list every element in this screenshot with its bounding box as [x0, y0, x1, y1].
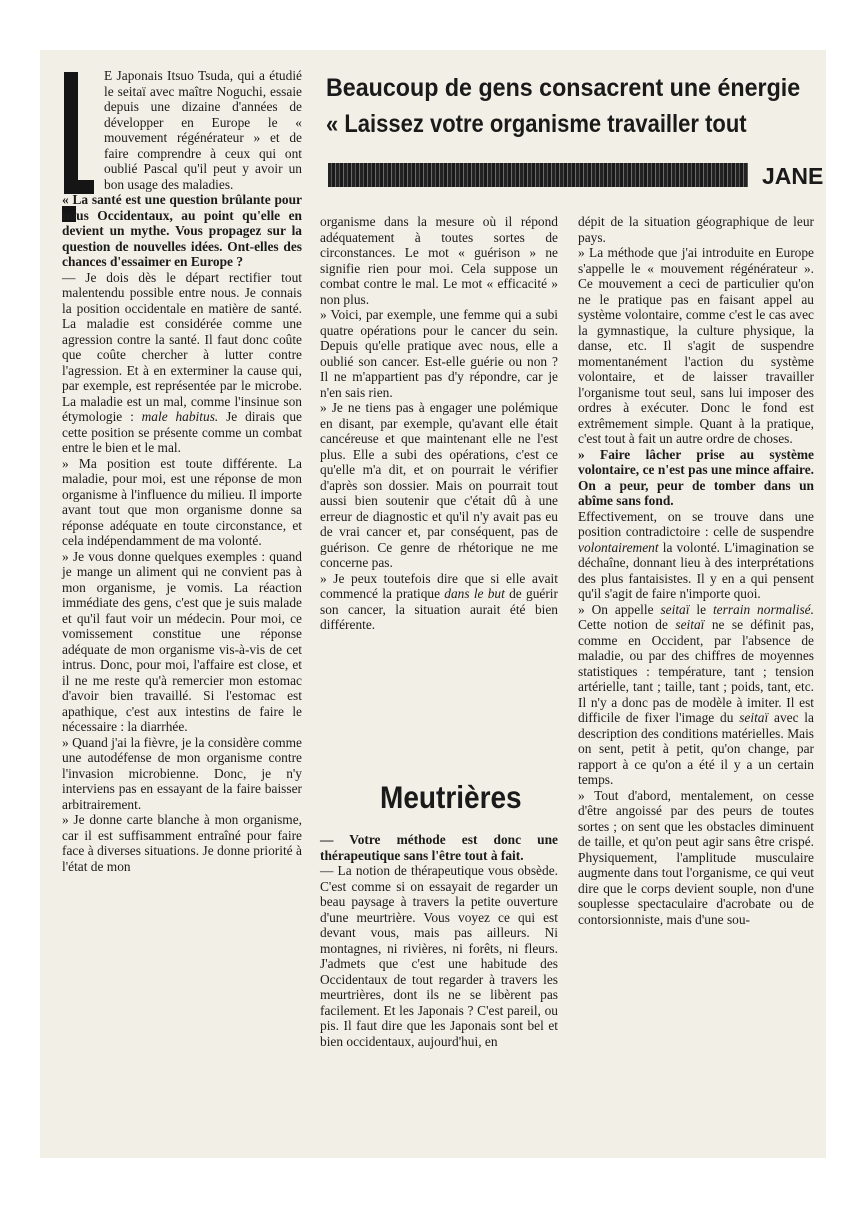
author-name: JANE — [762, 163, 824, 189]
col1-paragraph-4: » Quand j'ai la fièvre, je la considère comme une autodéfense de mon organisme contre l'invasion microbienne. Donc, je n'y interviens pas en essayant de la faire baisser arbitrairement. — [62, 734, 302, 812]
column-2-lower — [320, 832, 558, 1049]
col2-paragraph-4: » Je peux toutefois dire que si elle avait commencé la pratique dans le but de guérir son cancer, la situation aurait été bien différente. — [320, 570, 558, 632]
col3-paragraph-4: » On appelle seitaï le terrain normalisé. Cette notion de seitaï ne se définit pas, comme en Occident, par l'absence de maladie, ou par des chiffres de moyennes statistiques : température, tant ; tension artérielle, tant ; taille, tant ; poids, tant, etc. Il n'y a donc pas de modèle à imiter. Il est difficile de fixer l'image du seitaï avec la description des conditions matérielles. Mais on sent, petit à petit, qu'on change, par rapport à ce qu'on a été il y a un certain temps. — [578, 601, 814, 787]
column-1 — [62, 68, 302, 874]
col3-paragraph-5: » Tout d'abord, mentalement, on cesse d'être angoissé par des peurs de toutes sortes ; on sent que les obstacles diminuent de taille, et qu'on peut agir sans être crispé. Physiquement, l'amplitude musculaire augmente dans tout l'organisme, ce qui veut dire que le corps devient souple, non d'une souplesse spectaculaire d'acrobate ou de contorsionniste, mais d'une sou- — [578, 787, 814, 927]
col1-intro: E Japonais Itsuo Tsuda, qui a étudié le seitaï avec maître Noguchi, essaie depuis une dizaine d'années de développer en Europe le « mouvement régénérateur » et de faire comprendre à ceux qui ont oublié Pascal qu'il peut y avoir un bon usage des maladies. — [104, 68, 302, 192]
col1-paragraph-2: » Ma position est toute différente. La maladie, pour moi, est une réponse de mon organisme à l'influence du milieu. Il importe avant tout que mon organisme donne sa réponse adéquate en toute circonstance, et cela indépendamment de ma volonté. — [62, 455, 302, 548]
headline-line-1: Beaucoup de gens consacrent une énergie — [326, 74, 801, 102]
col1-paragraph-1: — Je dois dès le départ rectifier tout malentendu possible entre nous. Je connais la position occidentale en matière de santé. La maladie est considérée comme une agression contre la santé. Il faut donc coûte que coûte chercher à lutter contre l'agression. Et à en exterminer la cause qui, par exemple, est représentée par le microbe. La maladie est un mal, comme l'insinue son étymologie : male habitus. Je dirais que cette position se présente comme un combat entre le bien et le mal. — [62, 269, 302, 455]
col1-paragraph-5: » Je donne carte blanche à mon organisme, car il est suffisamment entraîné pour faire face à diverses situations. Je donne priorité à l'état de mon — [62, 812, 302, 874]
col1-paragraph-3: » Je vous donne quelques exemples : quand je mange un aliment qui ne convient pas à mon organisme, je vomis. La réaction immédiate des gens, c'est que je suis malade et qu'il faut voir un médecin. Pour moi, ce vomissement constitue une réponse adéquate de mon organisme vis-à-vis de cet intrus. Donc, pour moi, l'affaire est close, et il ne me reste qu'à remercier mon estomac d'avoir bien travaillé. Si l'estomac est apathique, c'est aux intestins de faire le nécessaire : la diarrhée. — [62, 548, 302, 734]
decorative-band — [328, 163, 748, 187]
column-3 — [578, 214, 814, 927]
col1-question: « La santé est une question brûlante pour nous Occidentaux, au point qu'elle en devient un mythe. Vous propagez sur la question de nouvelles idées. Ont-elles des chances d'essaimer en Europe ? — [62, 192, 302, 269]
column-2 — [320, 214, 558, 633]
col2-paragraph-1: organisme dans la mesure où il répond adéquatement à toutes sortes de circonstances. Le mot « guérison » ne signifie rien pour moi. Cela suppose un combat contre le mal. Le mot « efficacité » non plus. — [320, 214, 558, 307]
headline-line-2: « Laissez votre organisme travailler tout — [326, 110, 747, 138]
col3-paragraph-2: » La méthode que j'ai introduite en Europe s'appelle le « mouvement régénérateur ». Ce mouvement a ceci de particulier qu'on ne le pratique pas en faisant appel au système volontaire, comme c'est le cas avec la gymnastique, la culture physique, la danse, etc. Il s'agit de suspendre momentanément l'action du système volontaire, et de laisser travailler l'organisme tout seul, sans lui imposer des ordres à exécuter. Donc le fond est extrêmement simple. Quant à la pratique, c'est tout à fait un autre ordre de choses. — [578, 245, 814, 446]
col3-paragraph-3: Effectivement, on se trouve dans une position contradictoire : celle de suspendre volontairement la volonté. L'imagination se déchaîne, donnant lieu à des interprétations des plus fantaisistes. Il y en a qui pensent qu'il s'agit de faire n'importe quoi. — [578, 508, 814, 601]
col2-question: — Votre méthode est donc une thérapeutique sans l'être tout à fait. — [320, 832, 558, 863]
col2-paragraph-2: » Voici, par exemple, une femme qui a subi quatre opérations pour le cancer du sein. Depuis qu'elle pratique avec nous, elle a oublié son cancer. Est-elle guérie ou non ? Il ne m'appartient pas d'y répondre, car je n'en sais rien. — [320, 307, 558, 400]
col3-paragraph-1: dépit de la situation géographique de leur pays. — [578, 214, 814, 245]
section-subheading: Meutrières — [380, 780, 522, 815]
col3-question: » Faire lâcher prise au système volontaire, ce n'est pas une mince affaire. On a peur, peur de tomber dans un abîme sans fond. — [578, 446, 814, 508]
col2-paragraph-3: » Je ne tiens pas à engager une polémique en disant, par exemple, qu'avant elle était cancéreuse et que maintenant elle ne l'est plus. Elle a subi des opérations, c'est ce qu'elle m'a dit, et on pourrait le vérifier d'après son dossier. Mais on pourrait tout aussi bien soutenir que c'était dû à une erreur de diagnostic et qu'il n'y avait pas eu de vrai cancer et, par conséquent, pas de guérison. Ce genre de rhétorique ne me concerne pas. — [320, 400, 558, 570]
col2-paragraph-5: — La notion de thérapeutique vous obsède. C'est comme si on essayait de regarder un beau paysage à travers la petite ouverture d'une meurtrière. Vous voyez ce qui est devant vous, mais pas ailleurs. Ni montagnes, ni rivières, ni forêts, ni fleurs. J'admets que c'est une habitude des Occidentaux de tout regarder à travers les meurtrières, dont ils ne se libèrent pas facilement. Et les Japonais ? C'est pareil, ou pis. Il faut dire que les Japonais sont bel et bien occidentaux, aujourd'hui, en — [320, 863, 558, 1049]
